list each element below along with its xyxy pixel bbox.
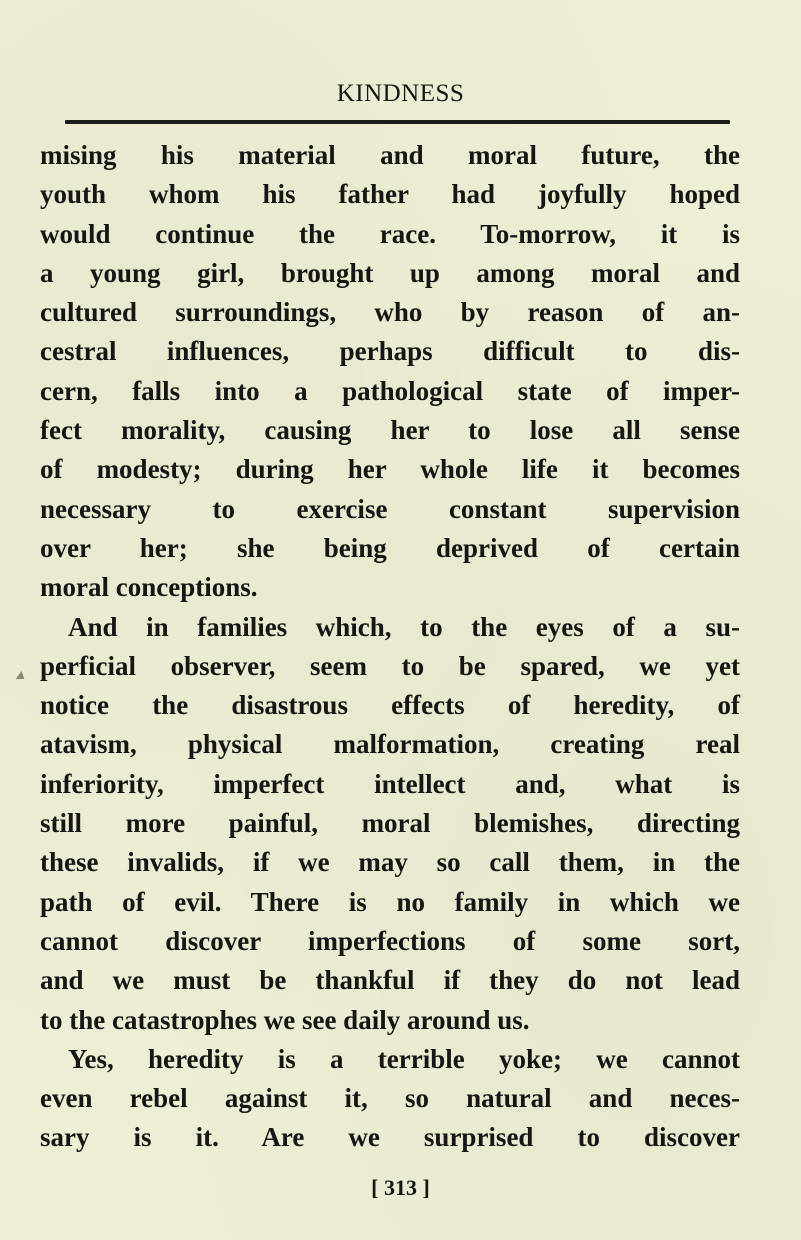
- running-head: KINDNESS: [336, 80, 465, 107]
- header-rule: [65, 120, 730, 124]
- page-number: [ 313 ]: [371, 1175, 430, 1200]
- body-text: [40, 136, 740, 1158]
- text-line: fect morality, causing her to lose all sense: [40, 415, 740, 446]
- margin-mark: [16, 671, 27, 683]
- text-line: even rebel against it, so natural and neces-: [40, 1083, 740, 1114]
- text-line: path of evil. There is no family in which we: [40, 886, 740, 917]
- text-line: cultured surroundings, who by reason of an-: [40, 297, 740, 328]
- text-line: of modesty; during her whole life it becomes: [40, 454, 740, 485]
- text-line: these invalids, if we may so call them, in the: [40, 847, 740, 878]
- text-line: perficial observer, seem to be spared, we yet: [40, 650, 740, 681]
- text-line: cestral influences, perhaps difficult to dis-: [40, 336, 740, 367]
- text-line: mising his material and moral future, the: [40, 140, 740, 170]
- text-line: atavism, physical malformation, creating real: [40, 729, 740, 760]
- text-line: over her; she being deprived of certain: [40, 532, 740, 563]
- text-line: moral conceptions.: [40, 572, 258, 603]
- text-line: cannot discover imperfections of some sort,: [40, 925, 740, 956]
- text-line: would continue the race. To-morrow, it is: [40, 218, 740, 249]
- text-line: sary is it. Are we surprised to discover: [40, 1122, 740, 1153]
- text-line: a young girl, brought up among moral and: [40, 257, 740, 288]
- text-line: And in families which, to the eyes of a su-: [68, 611, 740, 642]
- text-line: still more painful, moral blemishes, directing: [40, 808, 740, 839]
- text-line: to the catastrophes we see daily around us.: [40, 1004, 530, 1035]
- text-line: notice the disastrous effects of heredity, of: [40, 690, 740, 721]
- text-line: Yes, heredity is a terrible yoke; we cannot: [68, 1043, 740, 1074]
- text-line: and we must be thankful if they do not lead: [40, 965, 740, 996]
- text-line: necessary to exercise constant supervision: [40, 493, 740, 524]
- text-line: youth whom his father had joyfully hoped: [40, 179, 740, 210]
- text-line: inferiority, imperfect intellect and, what is: [40, 768, 740, 799]
- text-line: cern, falls into a pathological state of imper-: [40, 375, 740, 406]
